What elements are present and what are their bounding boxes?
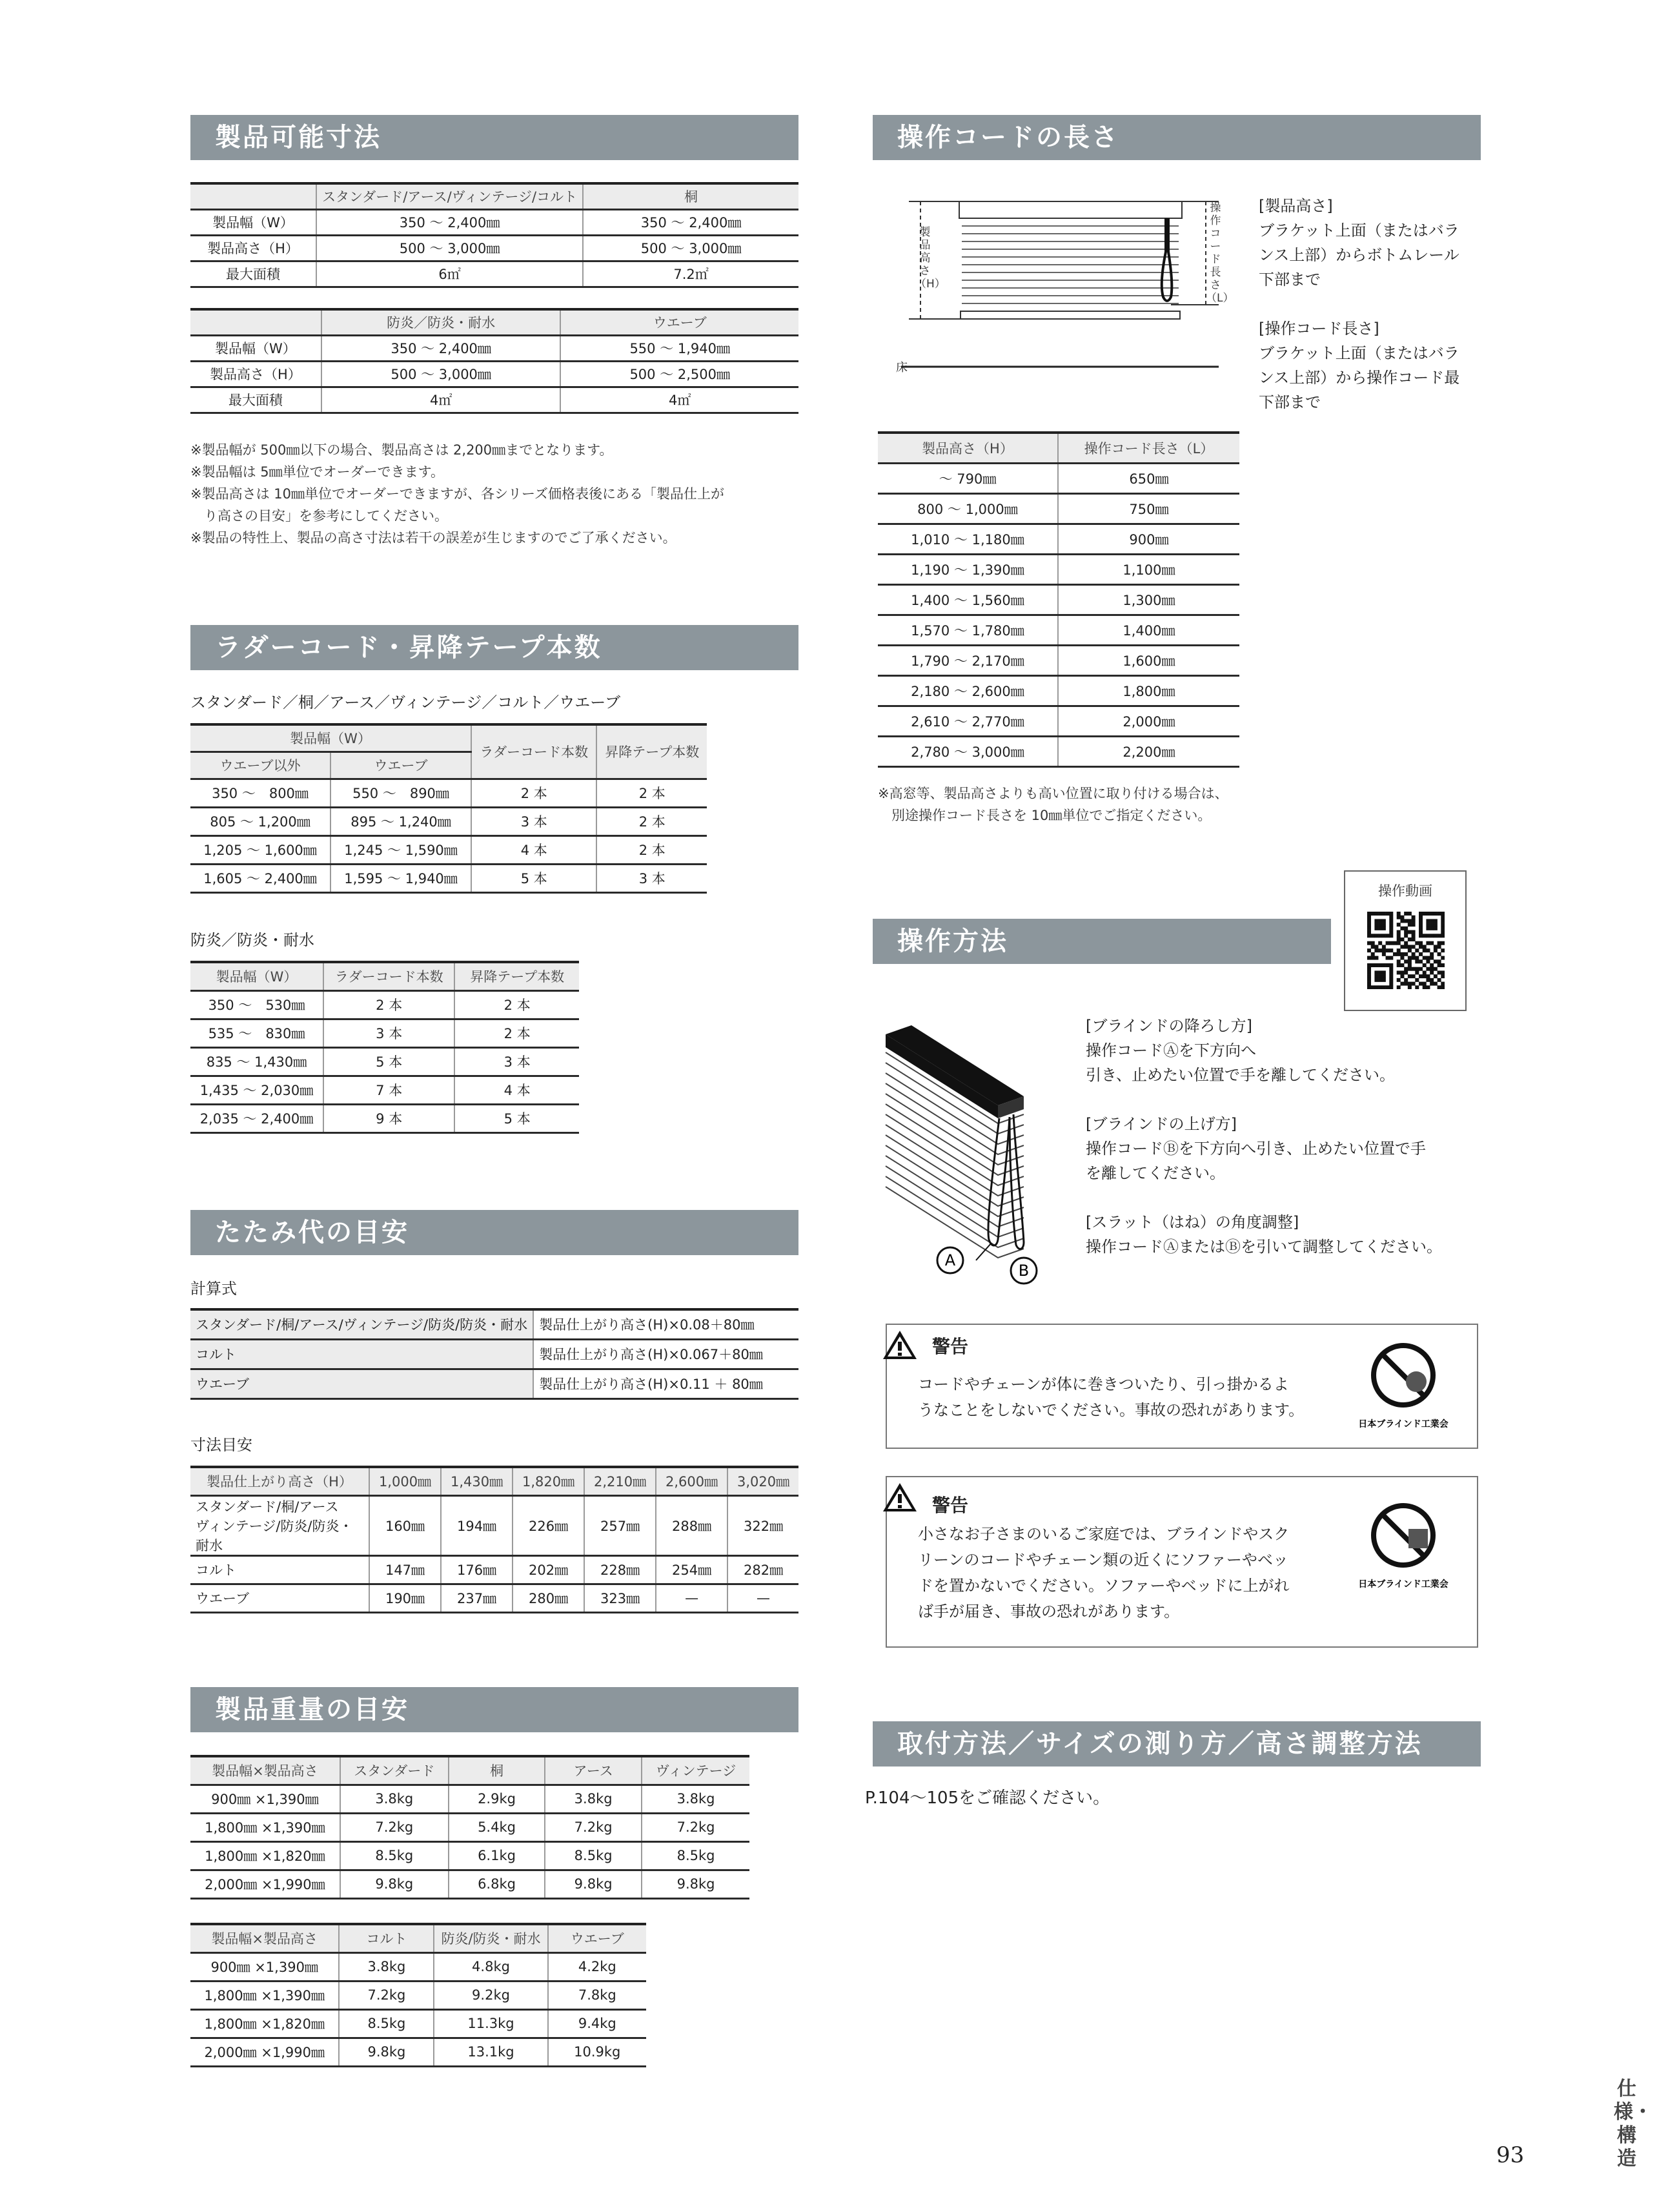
table-cell: 4㎡ (321, 387, 561, 413)
section-title-mount: 取付方法／サイズの測り方／高さ調整方法 (873, 1721, 1481, 1767)
column-header: 製品幅×製品高さ (190, 1756, 340, 1785)
row-header-cell: 2,000㎜ ×1,990㎜ (190, 1870, 340, 1898)
warning-triangle-icon (882, 1329, 918, 1361)
table-cell: 350 ～ 2,400㎜ (316, 209, 583, 235)
note-line: 別途操作コード長さを 10㎜単位でご指定ください。 (878, 808, 1212, 823)
description-line: 下部まで (1259, 393, 1321, 411)
table-cell: 7.2kg (642, 1813, 749, 1841)
formula-label: スタンダード/桐/アース/ヴィンテージ/防炎/防炎・耐水 (190, 1309, 533, 1339)
table-cell: — (727, 1584, 798, 1612)
ladder-subtitle-2: 防炎／防炎・耐水 (190, 931, 314, 949)
column-header: 防炎/防炎・耐水 (434, 1924, 547, 1952)
diagram-l-label: 操作コード長さ（L） (1206, 201, 1234, 305)
column-header: ウエーブ (330, 752, 471, 779)
diagram-h-label: 製品高さ（H） (915, 226, 946, 291)
warning-triangle-icon (882, 1481, 918, 1513)
column-header: 1,820㎜ (513, 1467, 584, 1495)
description-line: ンス上部）から操作コード最 (1259, 369, 1460, 387)
table-cell: 1,245 ～ 1,590㎜ (330, 835, 471, 864)
table-cell: 4 本 (454, 1076, 579, 1104)
table-cell: 500 ～ 3,000㎜ (321, 361, 561, 387)
formula-value: 製品仕上がり高さ(H)×0.11 ＋ 80㎜ (533, 1369, 798, 1398)
table-cell: 257㎜ (584, 1495, 656, 1555)
table-cell: 3.8kg (340, 1785, 449, 1813)
fold-subtitle-1: 計算式 (190, 1280, 237, 1298)
table-row (190, 1309, 798, 1339)
row-header-cell: 製品高さ（H） (190, 361, 321, 387)
table-cell: 13.1kg (434, 2038, 547, 2066)
table-cell: 500 ～ 2,500㎜ (560, 361, 798, 387)
table-row (190, 1019, 579, 1047)
table-cell: 4.2kg (548, 1952, 646, 1981)
description-line (1086, 1185, 1499, 1210)
row-header-cell: 800 ～ 1,000㎜ (878, 493, 1058, 524)
cord-length-table (878, 431, 1239, 768)
table-row (190, 335, 798, 361)
no-furniture-near-cord-icon (1352, 1497, 1455, 1593)
column-header: スタンダード (340, 1756, 449, 1785)
table-cell: 750㎜ (1058, 493, 1239, 524)
column-header: 防炎／防炎・耐水 (321, 309, 561, 335)
table-row (190, 361, 798, 387)
table-cell: 288㎜ (656, 1495, 727, 1555)
row-header-cell: 1,800㎜ ×1,820㎜ (190, 1841, 340, 1870)
table-cell: 282㎜ (727, 1555, 798, 1584)
row-header-cell: 1,800㎜ ×1,390㎜ (190, 1813, 340, 1841)
qr-box[interactable] (1344, 870, 1467, 1011)
table-cell: 7.2kg (340, 1813, 449, 1841)
section-title-size: 製品可能寸法 (190, 115, 798, 160)
table-row (190, 1870, 749, 1898)
description-line: 操作コードⒷを下方向へ引き、止めたい位置で手 (1086, 1140, 1427, 1158)
table-cell: 2 本 (454, 1019, 579, 1047)
description-line: を離してください。 (1086, 1164, 1225, 1182)
row-header-cell: 1,570 ～ 1,780㎜ (878, 615, 1058, 645)
table-cell: 1,595 ～ 1,940㎜ (330, 864, 471, 892)
section-title-cord: 操作コードの長さ (873, 115, 1481, 160)
description-line: ンス上部）からボトムレール (1259, 246, 1459, 264)
row-header-cell: 350 ～ 530㎜ (190, 990, 323, 1019)
table-row (190, 1555, 798, 1584)
row-header-cell: 2,610 ～ 2,770㎜ (878, 706, 1058, 736)
fold-subtitle-2: 寸法目安 (190, 1436, 252, 1454)
table-cell: 237㎜ (441, 1584, 513, 1612)
column-header: 操作コード長さ（L） (1058, 433, 1239, 463)
table-row (190, 261, 798, 287)
section-title-operation: 操作方法 (873, 919, 1331, 964)
table-row (190, 1952, 646, 1981)
table-row (190, 990, 579, 1019)
table-cell: 805 ～ 1,200㎜ (190, 807, 330, 835)
table-row (878, 463, 1239, 493)
table-cell: 3 本 (471, 807, 596, 835)
formula-label: コルト (190, 1339, 533, 1369)
column-header: ヴィンテージ (642, 1756, 749, 1785)
table-cell: 2 本 (323, 990, 454, 1019)
table-cell: 2,200㎜ (1058, 736, 1239, 766)
column-header: 製品仕上がり高さ（H） (190, 1467, 369, 1495)
table-cell: 228㎜ (584, 1555, 656, 1584)
warning-line: リーンのコードやチェーン類の近くにソファーやベッ (918, 1551, 1288, 1569)
description-line: ブラケット上面（またはバラ (1259, 344, 1459, 362)
column-header: スタンダード/アース/ヴィンテージ/コルト (316, 183, 583, 209)
row-header-cell: 835 ～ 1,430㎜ (190, 1047, 323, 1076)
table-cell: 1,800㎜ (1058, 675, 1239, 706)
table-cell: 3.8kg (642, 1785, 749, 1813)
column-header: ウエーブ以外 (190, 752, 330, 779)
section-title-ladder: ラダーコード・昇降テープ本数 (190, 625, 798, 670)
table-cell: 3 本 (454, 1047, 579, 1076)
table-cell: 2 本 (454, 990, 579, 1019)
warning-2-title: 警告 (932, 1495, 969, 1516)
note-line: ※製品高さは 10㎜単位でオーダーできますが、各シリーズ価格表後にある「製品仕上が (190, 486, 724, 502)
ladder-table-2 (190, 961, 579, 1134)
description-line: 下部まで (1259, 271, 1321, 289)
description-line: [ブラインドの降ろし方] (1086, 1017, 1253, 1035)
table-row (190, 209, 798, 235)
table-header-row (190, 962, 579, 990)
note-line: り高さの目安」を参考にしてください。 (190, 508, 448, 524)
table-cell: 350 ～ 800㎜ (190, 779, 330, 807)
table-cell: 2 本 (471, 779, 596, 807)
table-cell: 9.8kg (545, 1870, 642, 1898)
warning-line: ドを置かないでください。ソファーやベッドに上がれ (918, 1577, 1290, 1595)
description-line: [操作コード長さ] (1259, 320, 1379, 338)
table-cell: 4.8kg (434, 1952, 547, 1981)
cord-a-label: A (944, 1251, 956, 1269)
warning-1-logo: 日本ブラインド工業会 (1358, 1419, 1448, 1429)
table-row (878, 675, 1239, 706)
fold-size-table (190, 1466, 798, 1613)
column-header: 2,210㎜ (584, 1467, 656, 1495)
cord-b-label: B (1018, 1262, 1030, 1280)
table-cell: 4 本 (471, 835, 596, 864)
table-cell: 4㎡ (560, 387, 798, 413)
column-header: コルト (339, 1924, 434, 1952)
row-header-cell: 2,180 ～ 2,600㎜ (878, 675, 1058, 706)
table-cell: 2 本 (596, 835, 707, 864)
fold-formula-table (190, 1308, 798, 1400)
row-header-cell: 1,790 ～ 2,170㎜ (878, 645, 1058, 675)
table-cell: 226㎜ (513, 1495, 584, 1555)
table-header-row (190, 724, 707, 752)
column-header: 1,000㎜ (369, 1467, 441, 1495)
table-cell: 8.5kg (340, 1841, 449, 1870)
column-header: 製品高さ（H） (878, 433, 1058, 463)
table-cell: 2.9kg (449, 1785, 545, 1813)
table-cell: 2,000㎜ (1058, 706, 1239, 736)
row-header-cell: コルト (190, 1555, 369, 1584)
column-header: 桐 (583, 183, 798, 209)
table-row (878, 645, 1239, 675)
column-header: ウエーブ (560, 309, 798, 335)
table-cell: 322㎜ (727, 1495, 798, 1555)
table-cell: 6.8kg (449, 1870, 545, 1898)
table-row (190, 807, 707, 835)
operation-description (1086, 1014, 1499, 1259)
row-header-cell: 最大面積 (190, 261, 316, 287)
table-row (190, 1339, 798, 1369)
section-title-fold: たたみ代の目安 (190, 1210, 798, 1255)
no-cord-strangle-icon (1352, 1336, 1455, 1433)
table-header-row (190, 1467, 798, 1495)
column-header: 3,020㎜ (727, 1467, 798, 1495)
table-cell: 2 本 (596, 779, 707, 807)
row-header-cell: 製品幅（W） (190, 335, 321, 361)
description-line: ブラケット上面（またはバラ (1259, 221, 1459, 240)
table-cell: 5 本 (323, 1047, 454, 1076)
size-table-1 (190, 182, 798, 288)
table-cell: — (656, 1584, 727, 1612)
table-cell: 350 ～ 2,400㎜ (321, 335, 561, 361)
table-row (190, 2009, 646, 2038)
row-header-cell: スタンダード/桐/アース ヴィンテージ/防炎/防炎・耐水 (190, 1495, 369, 1555)
table-row (190, 1785, 749, 1813)
table-cell: 7.2kg (545, 1813, 642, 1841)
table-row (190, 1495, 798, 1555)
table-cell: 7 本 (323, 1076, 454, 1104)
note-line: ※製品幅が 500㎜以下の場合、製品高さは 2,200㎜までとなります。 (190, 442, 613, 458)
ladder-subtitle-1: スタンダード／桐／アース／ヴィンテージ／コルト／ウエーブ (190, 693, 620, 712)
row-header-cell: 2,780 ～ 3,000㎜ (878, 736, 1058, 766)
table-cell: 550 ～ 890㎜ (330, 779, 471, 807)
warning-1-text (918, 1371, 1370, 1423)
size-table-2 (190, 308, 798, 414)
row-header-cell: 535 ～ 830㎜ (190, 1019, 323, 1047)
table-cell: 190㎜ (369, 1584, 441, 1612)
table-row (190, 779, 707, 807)
table-cell: 194㎜ (441, 1495, 513, 1555)
description-line: 操作コードⒶまたはⒷを引いて調整してください。 (1086, 1238, 1442, 1256)
cord-notes (878, 783, 1459, 826)
slat-line (886, 1114, 1024, 1185)
table-header-row (190, 1924, 646, 1952)
table-row (878, 584, 1239, 615)
column-header (190, 309, 321, 335)
table-cell: 3.8kg (339, 1952, 434, 1981)
warning-line: ば手が届き、事故の恐れがあります。 (918, 1603, 1180, 1621)
table-cell: 1,100㎜ (1058, 554, 1239, 584)
row-header-cell: 1,435 ～ 2,030㎜ (190, 1076, 323, 1104)
table-row (190, 1047, 579, 1076)
table-row (190, 1584, 798, 1612)
table-header-row (190, 1756, 749, 1785)
note-line: ※高窓等、製品高さよりも高い位置に取り付ける場合は、 (878, 786, 1228, 801)
table-cell: 6.1kg (449, 1841, 545, 1870)
slat-line (886, 1145, 1024, 1216)
table-cell: 8.5kg (545, 1841, 642, 1870)
description-line: 引き、止めたい位置で手を離してください。 (1086, 1066, 1396, 1084)
table-cell: 5 本 (471, 864, 596, 892)
column-header: 2,600㎜ (656, 1467, 727, 1495)
table-cell: 5 本 (454, 1104, 579, 1132)
formula-label: ウエーブ (190, 1369, 533, 1398)
column-header: 昇降テープ本数 (454, 962, 579, 990)
row-header-cell: 900㎜ ×1,390㎜ (190, 1785, 340, 1813)
table-cell: 9.2kg (434, 1981, 547, 2009)
row-header-cell: 1,800㎜ ×1,390㎜ (190, 1981, 339, 2009)
formula-value: 製品仕上がり高さ(H)×0.08＋80㎜ (533, 1309, 798, 1339)
row-header-cell: 1,190 ～ 1,390㎜ (878, 554, 1058, 584)
table-cell: 1,400㎜ (1058, 615, 1239, 645)
table-cell: 10.9kg (548, 2038, 646, 2066)
row-header-cell: 1,800㎜ ×1,820㎜ (190, 2009, 339, 2038)
warning-1-title: 警告 (932, 1336, 969, 1357)
warning-line: 小さなお子さまのいるご家庭では、ブラインドやスク (918, 1525, 1290, 1543)
column-header: アース (545, 1756, 642, 1785)
table-cell: 202㎜ (513, 1555, 584, 1584)
table-cell: 1,300㎜ (1058, 584, 1239, 615)
table-row (190, 1369, 798, 1398)
page-number: 93 (1496, 2142, 1525, 2168)
table-cell: 9 本 (323, 1104, 454, 1132)
table-row (878, 554, 1239, 584)
table-row (190, 1981, 646, 2009)
column-header: 製品幅×製品高さ (190, 1924, 339, 1952)
column-header: 製品幅（W） (190, 962, 323, 990)
table-cell: 3 本 (596, 864, 707, 892)
table-cell: 323㎜ (584, 1584, 656, 1612)
description-line: 操作コードⒶを下方向へ (1086, 1041, 1256, 1060)
description-line: [製品高さ] (1259, 197, 1333, 215)
table-row (190, 1813, 749, 1841)
table-cell: 254㎜ (656, 1555, 727, 1584)
weight-table-1 (190, 1755, 749, 1900)
table-cell: 500 ～ 3,000㎜ (316, 235, 583, 261)
warning-2-logo: 日本ブラインド工業会 (1358, 1579, 1448, 1590)
row-header-cell: 2,000㎜ ×1,990㎜ (190, 2038, 339, 2066)
table-cell: 9.8kg (340, 1870, 449, 1898)
qr-code-icon[interactable] (1367, 912, 1445, 989)
row-header-cell: 製品幅（W） (190, 209, 316, 235)
column-header: ウエーブ (548, 1924, 646, 1952)
table-cell: 550 ～ 1,940㎜ (560, 335, 798, 361)
section-title-weight: 製品重量の目安 (190, 1687, 798, 1732)
table-header-row (878, 433, 1239, 463)
column-header: ラダーコード本数 (323, 962, 454, 990)
table-row (190, 1841, 749, 1870)
table-header-row (190, 183, 798, 209)
row-header-cell: 最大面積 (190, 387, 321, 413)
row-header-cell: 2,035 ～ 2,400㎜ (190, 1104, 323, 1132)
table-cell: 9.4kg (548, 2009, 646, 2038)
note-line: ※製品の特性上、製品の高さ寸法は若干の誤差が生じますのでご了承ください。 (190, 530, 676, 546)
cord-description (1259, 194, 1491, 415)
table-cell: 3 本 (323, 1019, 454, 1047)
note-line: ※製品幅は 5㎜単位でオーダーできます。 (190, 464, 444, 480)
table-row (878, 493, 1239, 524)
table-header-row (190, 309, 798, 335)
ladder-table-1 (190, 723, 707, 894)
qr-label: 操作動画 (1378, 883, 1432, 899)
column-header: ラダーコード本数 (471, 724, 596, 779)
table-row (190, 835, 707, 864)
table-cell: 147㎜ (369, 1555, 441, 1584)
table-cell: 7.2kg (339, 1981, 434, 2009)
description-line: [ブラインドの上げ方] (1086, 1115, 1237, 1133)
table-row (878, 736, 1239, 766)
table-cell: 1,605 ～ 2,400㎜ (190, 864, 330, 892)
table-row (878, 706, 1239, 736)
table-cell: 5.4kg (449, 1813, 545, 1841)
side-label: 仕様・構造 (1614, 2078, 1652, 2170)
table-cell: 176㎜ (441, 1555, 513, 1584)
slat-line (886, 1166, 1024, 1237)
table-row (190, 235, 798, 261)
mount-reference-text: P.104～105をご確認ください。 (865, 1788, 1110, 1808)
table-cell: 3.8kg (545, 1785, 642, 1813)
description-line: [スラット（はね）の角度調整] (1086, 1213, 1299, 1231)
table-cell: 7.2㎡ (583, 261, 798, 287)
table-cell: 280㎜ (513, 1584, 584, 1612)
column-header: 1,430㎜ (441, 1467, 513, 1495)
warning-line: うなことをしないでください。事故の恐れがあります。 (918, 1401, 1305, 1419)
description-line (1086, 1087, 1499, 1112)
table-row (190, 387, 798, 413)
row-header-cell: 1,010 ～ 1,180㎜ (878, 524, 1058, 554)
column-group-header: 製品幅（W） (190, 724, 471, 752)
table-cell: 8.5kg (642, 1841, 749, 1870)
warning-line: コードやチェーンが体に巻きついたり、引っ掛かるよ (918, 1375, 1289, 1393)
table-cell: 9.8kg (642, 1870, 749, 1898)
row-header-cell: ウエーブ (190, 1584, 369, 1612)
column-header: 桐 (449, 1756, 545, 1785)
table-row (190, 2038, 646, 2066)
blind-operation-illustration (878, 1020, 1072, 1291)
warning-box-1 (886, 1324, 1478, 1449)
table-cell: 650㎜ (1058, 463, 1239, 493)
table-cell: 7.8kg (548, 1981, 646, 2009)
table-row (190, 1104, 579, 1132)
weight-table-2 (190, 1923, 646, 2067)
size-notes (190, 439, 810, 549)
table-cell: 2 本 (596, 807, 707, 835)
formula-value: 製品仕上がり高さ(H)×0.067＋80㎜ (533, 1339, 798, 1369)
table-row (190, 1076, 579, 1104)
warning-2-text (918, 1521, 1370, 1624)
column-header (190, 183, 316, 209)
table-cell: 500 ～ 3,000㎜ (583, 235, 798, 261)
table-cell: 9.8kg (339, 2038, 434, 2066)
table-cell: 1,600㎜ (1058, 645, 1239, 675)
row-header-cell: ～ 790㎜ (878, 463, 1058, 493)
row-header-cell: 製品高さ（H） (190, 235, 316, 261)
row-header-cell: 1,400 ～ 1,560㎜ (878, 584, 1058, 615)
table-cell: 350 ～ 2,400㎜ (583, 209, 798, 235)
table-row (190, 864, 707, 892)
table-cell: 11.3kg (434, 2009, 547, 2038)
description-line (1259, 292, 1491, 316)
table-cell: 8.5kg (339, 2009, 434, 2038)
table-cell: 6㎡ (316, 261, 583, 287)
table-row (878, 615, 1239, 645)
table-cell: 1,205 ～ 1,600㎜ (190, 835, 330, 864)
table-row (878, 524, 1239, 554)
table-cell: 900㎜ (1058, 524, 1239, 554)
table-cell: 160㎜ (369, 1495, 441, 1555)
floor-label: 床 (896, 361, 908, 374)
column-header: 昇降テープ本数 (596, 724, 707, 779)
table-cell: 895 ～ 1,240㎜ (330, 807, 471, 835)
row-header-cell: 900㎜ ×1,390㎜ (190, 1952, 339, 1981)
warning-box-2 (886, 1476, 1478, 1648)
